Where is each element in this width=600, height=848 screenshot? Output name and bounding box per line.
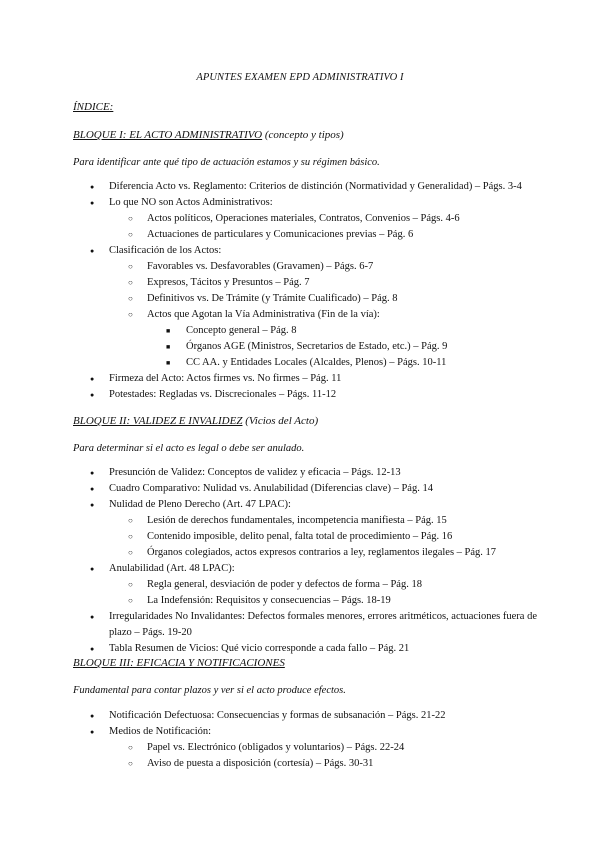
list-item: [90, 497, 538, 561]
list-item-text: Firmeza del Acto: Actos firmes vs. No firmes – Pág. 11: [109, 373, 342, 384]
sub-list: [128, 211, 538, 243]
block-3-title: [73, 657, 285, 669]
block-2-description: Para determinar si el acto es legal o debe ser anulado.: [73, 443, 305, 454]
list-item-text: Irregularidades No Invalidantes: Defectos formales menores, errores aritméticos, actuaciones fuera de plazo – Págs. 19-20: [109, 611, 537, 638]
document-title: APUNTES EXAMEN EPD ADMINISTRATIVO I: [196, 72, 404, 83]
list-item-text: Tabla Resumen de Vicios: Qué vicio corresponde a cada fallo – Pág. 21: [109, 643, 410, 654]
sub-list-item: [128, 259, 538, 275]
sub-list-item-text: Aviso de puesta a disposición (cortesía) – Págs. 30-31: [147, 758, 374, 769]
sub-list-item-text: Lesión de derechos fundamentales, incompetencia manifiesta – Pág. 15: [147, 515, 447, 526]
index-heading: ÍNDICE:: [73, 101, 114, 113]
block-2-title-sub: (Vicios del Acto): [242, 415, 319, 427]
sub-sub-list-item: [166, 323, 538, 339]
list-item: [90, 387, 538, 403]
sub-list-item: [128, 545, 538, 561]
sub-list-item-text: Favorables vs. Desfavorables (Gravamen) – Págs. 6-7: [147, 261, 374, 272]
list-item: [90, 641, 538, 657]
sub-list-item-text: Regla general, desviación de poder y defectos de forma – Pág. 18: [147, 579, 422, 590]
list-item-text: Diferencia Acto vs. Reglamento: Criterios de distinción (Normatividad y Generalidad) – Págs. 3-4: [109, 181, 522, 192]
sub-list-item-text: Contenido imposible, delito penal, falta total de procedimiento – Pág. 16: [147, 531, 453, 542]
sub-list-item: [128, 529, 538, 545]
sub-list-item-text: Definitivos vs. De Trámite (y Trámite Cualificado) – Pág. 8: [147, 293, 398, 304]
list-item-text: Potestades: Regladas vs. Discrecionales – Págs. 11-12: [109, 389, 337, 400]
block-2-title: [73, 415, 318, 427]
sub-list-item-text: La Indefensión: Requisitos y consecuencias – Págs. 18-19: [147, 595, 391, 606]
list-item: [90, 708, 538, 724]
block-2-list: [90, 465, 538, 657]
list-item-text: Anulabilidad (Art. 48 LPAC):: [109, 563, 235, 574]
sub-sub-list-item-text: Órganos AGE (Ministros, Secretarios de Estado, etc.) – Pág. 9: [186, 341, 448, 352]
list-item-text: Medios de Notificación:: [109, 726, 212, 737]
sub-list-item: [128, 227, 538, 243]
sub-list-item: [128, 275, 538, 291]
sub-list-item-text: Actuaciones de particulares y Comunicaciones previas – Pág. 6: [147, 229, 414, 240]
sub-list: [128, 513, 538, 561]
sub-sub-list-item: [166, 339, 538, 355]
list-item: [90, 465, 538, 481]
list-item-text: Cuadro Comparativo: Nulidad vs. Anulabilidad (Diferencias clave) – Pág. 14: [109, 483, 433, 494]
sub-list-item-text: Actos que Agotan la Vía Administrativa (Fin de la vía):: [147, 309, 380, 320]
sub-sub-list-item-text: CC AA. y Entidades Locales (Alcaldes, Plenos) – Págs. 10-11: [186, 357, 447, 368]
block-3-list: [90, 708, 538, 772]
sub-list: [128, 259, 538, 371]
list-item: [90, 561, 538, 609]
list-item: [90, 179, 538, 195]
list-item-text: Clasificación de los Actos:: [109, 245, 222, 256]
list-item-text: Notificación Defectuosa: Consecuencias y formas de subsanación – Págs. 21-22: [109, 710, 446, 721]
list-item: [90, 195, 538, 243]
list-item: [90, 371, 538, 387]
sub-list-item-text: Expresos, Tácitos y Presuntos – Pág. 7: [147, 277, 310, 288]
sub-list: [128, 577, 538, 609]
sub-list-item-text: Órganos colegiados, actos expresos contrarios a ley, reglamentos ilegales – Pág. 17: [147, 547, 497, 558]
sub-sub-list: [166, 323, 538, 371]
block-1-title: [73, 129, 344, 141]
block-1-description: Para identificar ante qué tipo de actuación estamos y su régimen básico.: [73, 157, 380, 168]
list-item: [90, 724, 538, 772]
sub-list-item: [128, 307, 538, 371]
sub-list-item-text: Papel vs. Electrónico (obligados y voluntarios) – Págs. 22-24: [147, 742, 405, 753]
block-3-title-main: BLOQUE III: EFICACIA Y NOTIFICACIONES: [73, 657, 285, 669]
sub-sub-list-item-text: Concepto general – Pág. 8: [186, 325, 297, 336]
sub-list-item: [128, 291, 538, 307]
sub-list-item: [128, 756, 538, 772]
sub-list-item: [128, 593, 538, 609]
block-1-title-sub: (concepto y tipos): [262, 129, 344, 141]
sub-list-item-text: Actos políticos, Operaciones materiales, Contratos, Convenios – Págs. 4-6: [147, 213, 460, 224]
list-item-text: Presunción de Validez: Conceptos de validez y eficacia – Págs. 12-13: [109, 467, 401, 478]
list-item: [90, 609, 538, 641]
block-3-description: Fundamental para contar plazos y ver si el acto produce efectos.: [73, 685, 346, 696]
block-1-title-main: BLOQUE I: EL ACTO ADMINISTRATIVO: [73, 129, 263, 141]
sub-list-item: [128, 577, 538, 593]
sub-list-item: [128, 740, 538, 756]
list-item: [90, 243, 538, 371]
block-2-title-main: BLOQUE II: VALIDEZ E INVALIDEZ: [73, 415, 243, 427]
list-item-text: Nulidad de Pleno Derecho (Art. 47 LPAC):: [109, 499, 291, 510]
sub-list: [128, 740, 538, 772]
block-1-list: [90, 179, 538, 403]
sub-list-item: [128, 513, 538, 529]
list-item: [90, 481, 538, 497]
list-item-text: Lo que NO son Actos Administrativos:: [109, 197, 273, 208]
sub-list-item: [128, 211, 538, 227]
sub-sub-list-item: [166, 355, 538, 371]
